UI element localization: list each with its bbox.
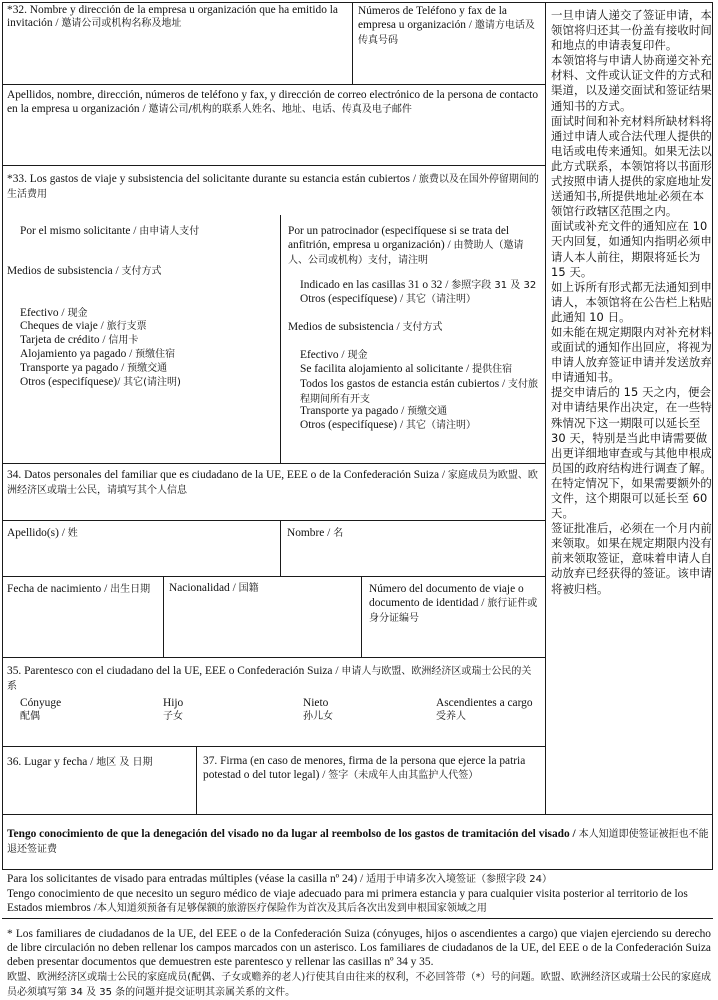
sidebar-paragraph: 面试时间和补充材料所缺材料将通过申请人或合法代理人提供的电话或电传来通知。如果无法以此方式联系，本领馆将以书面形式按照申请人提供的家庭地址发送通知书,所提供地址必须在本领馆行政辖区范围之内。 — [551, 113, 712, 219]
form-border-left — [2, 2, 3, 869]
box33-right-item: Transporte ya pagado / 预缴交通 — [300, 405, 448, 417]
box33-self-payer: Por el mismo solicitante / 由申请人支付 — [20, 225, 200, 237]
surname-label: Apellido(s) / 姓 — [7, 527, 78, 539]
relationship-option: Hijo 子女 — [163, 697, 184, 722]
sidebar-paragraph: 提交申请后的 15 天之内，便会对申请结果作出决定，在一些特殊情况下这一期限可以延长至 30 天，特别是当此申请需要做出更详细地审查或与其他申根成员国的政府结构进行调查了解。 — [551, 385, 712, 475]
box33-right-item: Efectivo / 现金 — [300, 349, 368, 361]
box33-divider — [280, 215, 281, 463]
contact-bottom — [2, 165, 545, 166]
box33-left-item: Alojamiento ya pagado / 预缴住宿 — [20, 348, 176, 360]
dob-label: Fecha de nacimiento / 出生日期 — [7, 583, 151, 595]
form-border-bottom — [2, 918, 713, 919]
relationship-option: Nieto 孙儿女 — [303, 697, 333, 722]
box33-left-item: Cheques de viaje / 旅行支票 — [20, 320, 147, 332]
place-date-label: 36. Lugar y fecha / 地区 及 日期 — [7, 756, 153, 768]
refusal-notice: Tengo conocimiento de que la denegación del visado no da lugar al reembolso de los gastos de tramitación del visado / 本人知道即使签证被拒也不能退还签证费 — [7, 828, 709, 855]
box33-right-means: Medios de subsistencia / 支付方式 — [288, 321, 443, 333]
box33-sponsor: Por un patrocinador (especifíquese si se trata del anfitrión, empresa u organización) / 由赞助人（邀请人、公司或机构）支付，请注明 — [288, 225, 524, 266]
box32-phone-label: Números de Teléfono y fax de la empresa u organización / 邀请方电话及传真号码 — [358, 5, 535, 46]
sidebar-paragraph: 签证批准后，必须在一个月内前来领取。如果在规定期限内没有前来领取签证，意味着申请人自动放弃已经获得的签证。该申请将被归档。 — [551, 521, 712, 596]
box33-indicated: Indicado en las casillas 31 o 32 / 参照字段 31 及 32 — [300, 279, 537, 291]
box33-right-item: Todos los gastos de estancia están cubiertos / 支付旅程期间所有开支 — [300, 378, 538, 405]
box32-divider — [352, 2, 353, 84]
box35-title: 35. Parentesco con el ciudadano del la UE, EEE o Confederación Suiza / 申请人与欧盟、欧洲经济区或瑞士公民的关系 — [7, 665, 532, 692]
document-number-label: Número del documento de viaje o documento de identidad / 旅行证件或身分证编号 — [369, 583, 538, 624]
sidebar-paragraph: 面试或补充文件的通知应在 10 天内回复，如通知内指明必须申请人本人前往，期限将延长为 15 天。 — [551, 219, 712, 279]
box35-bottom — [2, 746, 545, 747]
name-label: Nombre / 名 — [287, 527, 344, 539]
sidebar-paragraph: 如未能在规定期限内对补充材料或面试的通知作出回应，将视为申请人放弃签证申请并发送放弃申请通知书。 — [551, 324, 712, 385]
box34-header-bottom — [2, 520, 545, 521]
box33-left-item: Efectivo / 现金 — [20, 307, 88, 319]
box33-title: *33. Los gastos de viaje y subsistencia del solicitante durante su estancia están cubiertos / 旅费以及在国外停留期间的生活费用 — [7, 173, 539, 200]
sidebar-divider — [545, 2, 546, 814]
refusal-bottom — [2, 869, 713, 870]
sidebar-paragraph: 如上诉所有形式都无法通知到申请人，本领馆将在公告栏上粘贴此通知 10 日。 — [551, 279, 712, 324]
surname-divider — [280, 520, 281, 576]
relationship-option: Cónyuge 配偶 — [20, 697, 62, 722]
box33-right-item: Se facilita alojamiento al solicitante / 提供住宿 — [300, 363, 513, 375]
nat-divider — [361, 576, 362, 657]
nationality-label: Nacionalidad / 国籍 — [169, 582, 259, 594]
box36-bottom — [2, 814, 713, 815]
box33-left-item: Otros (especifíquese)/ 其它(请注明) — [20, 376, 181, 388]
signature-label: 37. Firma (en caso de menores, firma de la persona que ejerce la patria potestad o del tutor legal) / 签字（未成年人由其监护人代签） — [203, 755, 526, 781]
box32-bottom — [2, 84, 545, 85]
sidebar-notes — [551, 8, 713, 597]
box33-left-item: Transporte ya pagado / 预缴交通 — [20, 362, 168, 374]
box33-right-other: Otros (especifíquese) / 其它（请注明） — [300, 293, 476, 305]
sidebar-paragraph: 本领馆将与申请人协商递交补充材料、文件或认证文件的方式和渠道，以及递交面试和签证结果通知书的方式。 — [551, 53, 712, 113]
box32-label: *32. Nombre y dirección de la empresa u organización que ha emitido la invitación / 邀请公司或机构名称及地址 — [7, 4, 338, 29]
box33-left-means: Medios de subsistencia / 支付方式 — [7, 265, 162, 277]
box32-contact-label: Apellidos, nombre, dirección, números de teléfono y fax, y dirección de correo electrónico de la persona de contacto en la empresa u organización / 邀请公司/机构的联系人姓名、地址、电话、传真及电子邮件 — [7, 89, 539, 115]
box34-title: 34. Datos personales del familiar que es ciudadano de la UE, EEE o de la Confederación Suiza / 家庭成员为欧盟、欧洲经济区或瑞士公民，请填写其个人信息 — [7, 469, 538, 496]
relationship-option: Ascendientes a cargo 受养人 — [436, 697, 533, 722]
box33-right-item: Otros (especifíquese) / 其它（请注明） — [300, 419, 476, 431]
dob-divider — [163, 576, 164, 657]
footnote: * Los familiares de ciudadanos de la UE, del EEE o de la Confederación Suiza (cónyuges, hijos o ascendientes a cargo) que viajen ejerciendo su derecho de libre circulación no deben rellenar los campos marcados con un asterisco. Los familiares de ciudadanos de la UE, del EEE o de la Confederación Suiza deben presentar documentos que demuestren este parentesco y rellenar las casillas nº 34 y 35. 欧盟、欧洲经济区或瑞士公民的家庭成员(配偶、子女或赡养的老人)行使其自由往来的权利，不必回答带（*）号的问题。欧盟、欧洲经济区或瑞士公民的家庭成员必须填写第 34 及 35 条的问题并提交证明其亲属关系的文件。 — [7, 928, 711, 998]
box33-left-item: Tarjeta de crédito / 信用卡 — [20, 334, 139, 346]
box36-divider — [196, 746, 197, 814]
sidebar-paragraph: 一旦申请人递交了签证申请，本领馆将归还其一份盖有接收时间和地点的申请表复印件。 — [551, 8, 712, 53]
form-border-top — [2, 2, 713, 3]
dob-row-bottom — [2, 657, 545, 658]
name-row-bottom — [2, 576, 545, 577]
multiple-entry-notice: Para los solicitantes de visado para entradas múltiples (véase la casilla nº 24) / 适用于申请多次入境签证（参照字段 24） Tengo conocimiento de que necesito un seguro médico de viaje adecuado para mi primera estancia y para cualquier visita posterior al territorio de los Estados miembros /本人知道须预备有足够保额的旅游医疗保险作为首次及其后各次出发到申根国家领域之用 — [7, 873, 688, 914]
box33-bottom — [2, 463, 545, 464]
sidebar-paragraph: 在特定情况下，如果需要额外的文件，这个期限可以延长至 60 天。 — [551, 475, 712, 521]
